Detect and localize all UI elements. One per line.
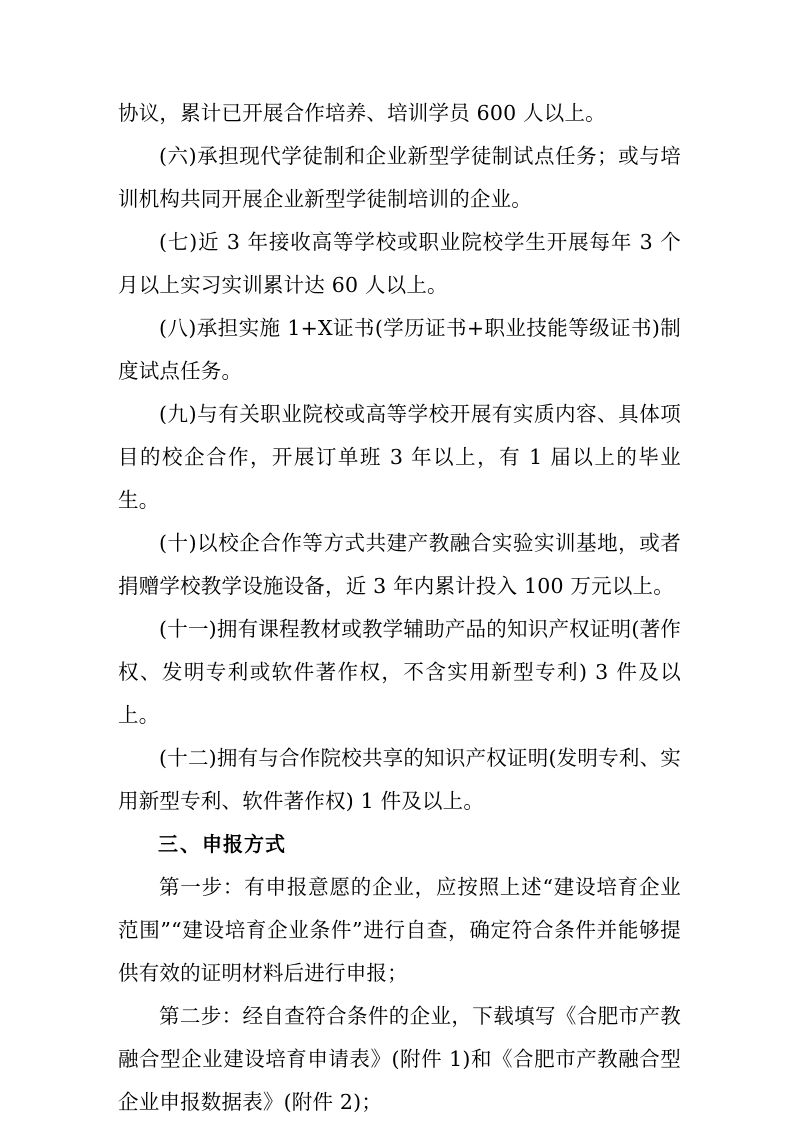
document-body [118,92,681,1124]
paragraph-item-8: (八)承担实施 1+X证书(学历证书+职业技能等级证书)制度试点任务。 [118,316,681,383]
paragraph-item-10: (十)以校企合作等方式共建产教融合实验实训基地，或者捐赠学校教学设施设备，近 3 年内累计投入 100 万元以上。 [118,531,681,598]
paragraph-step-1: 第一步：有申报意愿的企业，应按照上述“建设培育企业范围”“建设培育企业条件”进行自查，确定符合条件并能够提供有效的证明材料后进行申报； [118,875,681,985]
paragraph-item-6: (六)承担现代学徒制和企业新型学徒制试点任务；或与培训机构共同开展企业新型学徒制培训的企业。 [118,144,681,211]
section-heading-number: 三、 [158,832,202,856]
paragraph-item-11: (十一)拥有课程教材或教学辅助产品的知识产权证明(著作权、发明专利或软件著作权，不含实用新型专利) 3 件及以上。 [118,617,681,727]
section-heading-title: 申报方式 [202,832,286,856]
paragraph-item-7: (七)近 3 年接收高等学校或职业院校学生开展每年 3 个月以上实习实训累计达 60 人以上。 [118,230,681,297]
paragraph-step-2: 第二步：经自查符合条件的企业，下载填写《合肥市产教融合型企业建设培育申请表》(附件 1)和《合肥市产教融合型企业申报数据表》(附件 2)； [118,1004,681,1114]
paragraph-item-12: (十二)拥有与合作院校共享的知识产权证明(发明专利、实用新型专利、软件著作权) 1 件及以上。 [118,746,681,813]
paragraph-continuation: 协议，累计已开展合作培养、培训学员 600 人以上。 [118,101,606,125]
paragraph-item-9: (九)与有关职业院校或高等学校开展有实质内容、具体项目的校企合作，开展订单班 3 年以上，有 1 届以上的毕业生。 [118,402,681,512]
section-heading [118,823,681,866]
